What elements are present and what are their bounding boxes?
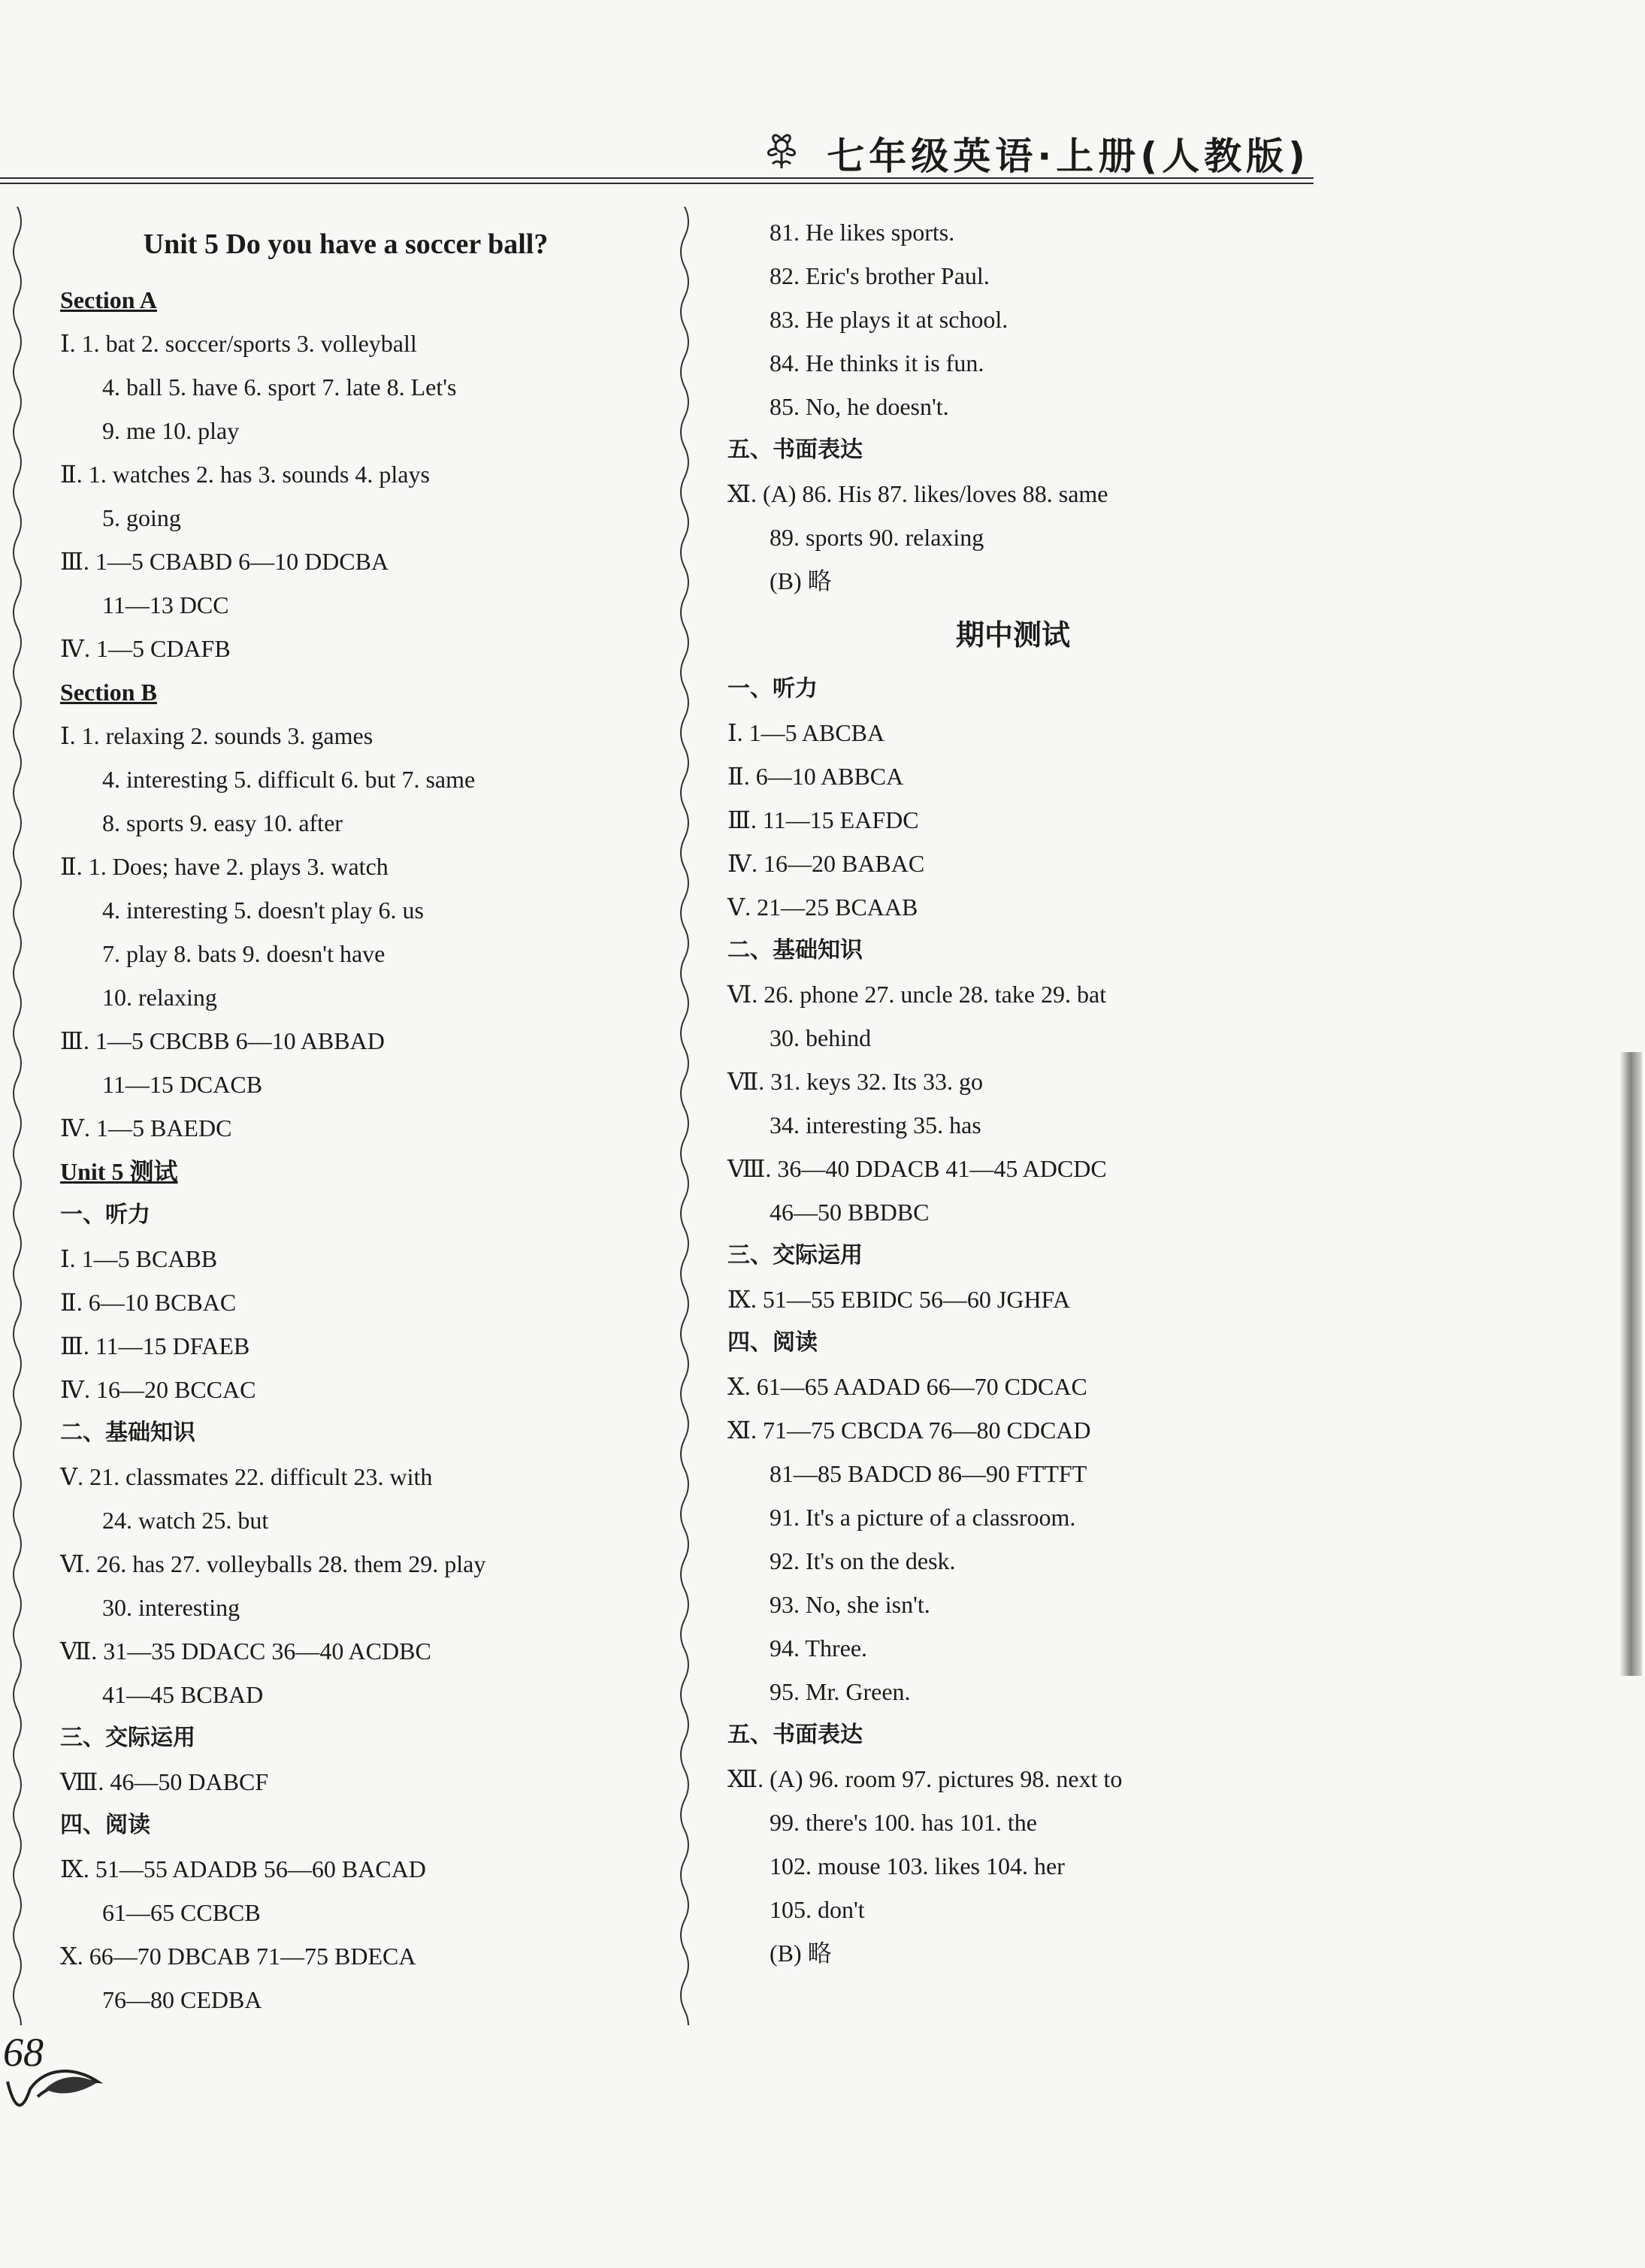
category-heading: 四、阅读	[60, 1812, 150, 1838]
answer-line: 41—45 BCBAD	[102, 1681, 264, 1708]
answer-line: 5. going	[102, 504, 181, 531]
header-rule	[0, 177, 1314, 184]
answer-line: Ⅶ. 31—35 DDACC 36—40 ACDBC	[60, 1637, 431, 1665]
answer-line: Ⅳ. 16—20 BABAC	[727, 850, 925, 877]
answer-line: Ⅳ. 16—20 BCCAC	[60, 1376, 256, 1403]
answer-line: 46—50 BBDBC	[770, 1199, 930, 1226]
answer-line: 30. interesting	[102, 1594, 240, 1621]
category-heading: 一、听力	[727, 676, 818, 702]
answer-line: 83. He plays it at school.	[770, 306, 1008, 333]
answer-line: Ⅲ. 11—15 EAFDC	[727, 806, 919, 833]
answer-line: Ⅰ. 1. relaxing 2. sounds 3. games	[60, 722, 373, 749]
section-heading: Section A	[60, 286, 157, 313]
answer-line: Ⅸ. 51—55 ADADB 56—60 BACAD	[60, 1855, 426, 1882]
answer-line: Ⅳ. 1—5 CDAFB	[60, 635, 231, 662]
answer-line: 85. No, he doesn't.	[770, 393, 949, 420]
answer-line: Ⅳ. 1—5 BAEDC	[60, 1114, 232, 1142]
answer-line: Ⅵ. 26. phone 27. uncle 28. take 29. bat	[727, 981, 1107, 1008]
answer-line: 9. me 10. play	[102, 417, 240, 444]
answer-line: Ⅻ. (A) 96. room 97. pictures 98. next to	[727, 1765, 1123, 1792]
category-heading: 二、基础知识	[727, 937, 863, 963]
answer-line: 92. It's on the desk.	[770, 1547, 956, 1574]
page-header-title: 七年级英语·上册(人教版)	[827, 135, 1310, 178]
page-number: 68	[3, 2030, 44, 2075]
answer-line: Ⅱ. 6—10 BCBAC	[60, 1289, 237, 1316]
answer-line: 7. play 8. bats 9. doesn't have	[102, 940, 386, 967]
column-divider-wave	[675, 207, 694, 2025]
answer-line: 81. He likes sports.	[770, 219, 955, 246]
answer-line: 4. interesting 5. difficult 6. but 7. same	[102, 766, 476, 793]
right-answer-column	[727, 210, 1344, 1975]
answer-line: 99. there's 100. has 101. the	[770, 1809, 1037, 1836]
answer-line: Ⅵ. 26. has 27. volleyballs 28. them 29. play	[60, 1550, 486, 1577]
answer-line: 11—15 DCACB	[102, 1071, 263, 1098]
answer-line: 24. watch 25. but	[102, 1507, 269, 1534]
answer-line: 11—13 DCC	[102, 591, 229, 618]
answer-line: (B) 略	[770, 1940, 832, 1967]
answer-line: Ⅰ. 1. bat 2. soccer/sports 3. volleyball	[60, 330, 417, 357]
answer-line: Ⅱ. 1. Does; have 2. plays 3. watch	[60, 853, 389, 880]
answer-line: Ⅶ. 31. keys 32. Its 33. go	[727, 1068, 983, 1095]
unit-title: Unit 5 Do you have a soccer ball?	[143, 228, 549, 260]
answer-line: Ⅲ. 1—5 CBABD 6—10 DDCBA	[60, 548, 389, 575]
answer-line: Ⅷ. 36—40 DDACB 41—45 ADCDC	[727, 1155, 1107, 1182]
answer-line: Ⅲ. 1—5 CBCBB 6—10 ABBAD	[60, 1027, 385, 1054]
category-heading: 五、书面表达	[727, 437, 863, 463]
answer-line: Ⅰ. 1—5 ABCBA	[727, 719, 885, 746]
category-heading: 三、交际运用	[727, 1242, 863, 1269]
answer-line: Ⅺ. (A) 86. His 87. likes/loves 88. same	[727, 480, 1108, 507]
answer-line: 4. ball 5. have 6. sport 7. late 8. Let's	[102, 373, 457, 401]
answer-line: Ⅴ. 21—25 BCAAB	[727, 894, 918, 921]
answer-line: 61—65 CCBCB	[102, 1899, 261, 1926]
answer-line: Ⅱ. 6—10 ABBCA	[727, 763, 904, 790]
answer-line: 89. sports 90. relaxing	[770, 524, 984, 551]
answer-line: Ⅹ. 61—65 AADAD 66—70 CDCAC	[727, 1373, 1087, 1400]
left-border-wave	[8, 207, 27, 2025]
answer-line: 105. don't	[770, 1896, 865, 1923]
answer-line: Ⅷ. 46—50 DABCF	[60, 1768, 269, 1795]
answer-line: 81—85 BADCD 86—90 FTTFT	[770, 1460, 1087, 1487]
section-heading: Section B	[60, 679, 157, 706]
category-heading: 四、阅读	[727, 1329, 818, 1356]
answer-line: (B) 略	[770, 567, 832, 594]
left-answer-column	[60, 210, 661, 2022]
answer-line: 84. He thinks it is fun.	[770, 349, 984, 376]
answer-line: 30. behind	[770, 1024, 872, 1051]
category-heading: 五、书面表达	[727, 1722, 863, 1748]
answer-line: Ⅹ. 66—70 DBCAB 71—75 BDECA	[60, 1943, 416, 1970]
answer-line: 4. interesting 5. doesn't play 6. us	[102, 897, 424, 924]
category-heading: 二、基础知识	[60, 1420, 195, 1446]
answer-line: 102. mouse 103. likes 104. her	[770, 1852, 1065, 1879]
answer-line: Ⅲ. 11—15 DFAEB	[60, 1332, 250, 1359]
answer-line: 82. Eric's brother Paul.	[770, 262, 990, 289]
answer-line: Ⅺ. 71—75 CBCDA 76—80 CDCAD	[727, 1417, 1091, 1444]
answer-line: 93. No, she isn't.	[770, 1591, 930, 1618]
answer-line: 76—80 CEDBA	[102, 1986, 262, 2013]
category-heading: 三、交际运用	[60, 1725, 195, 1751]
section-heading: Unit 5 测试	[60, 1158, 178, 1185]
answer-line: 91. It's a picture of a classroom.	[770, 1504, 1076, 1531]
answer-line: Ⅰ. 1—5 BCABB	[60, 1245, 218, 1272]
answer-line: 8. sports 9. easy 10. after	[102, 809, 343, 836]
answer-line: 95. Mr. Green.	[770, 1678, 911, 1705]
answer-line: 10. relaxing	[102, 984, 217, 1011]
flower-icon	[759, 126, 804, 171]
scan-edge-shadow	[1619, 1052, 1642, 1676]
answer-line: Ⅸ. 51—55 EBIDC 56—60 JGHFA	[727, 1286, 1071, 1313]
answer-line: Ⅱ. 1. watches 2. has 3. sounds 4. plays	[60, 461, 430, 488]
answer-line: Ⅴ. 21. classmates 22. difficult 23. with	[60, 1463, 433, 1490]
answer-line: 94. Three.	[770, 1634, 868, 1662]
category-heading: 一、听力	[60, 1202, 150, 1228]
answer-line: 34. interesting 35. has	[770, 1111, 981, 1139]
midterm-title: 期中测试	[955, 618, 1070, 652]
leaf-ornament-icon	[0, 2059, 105, 2119]
